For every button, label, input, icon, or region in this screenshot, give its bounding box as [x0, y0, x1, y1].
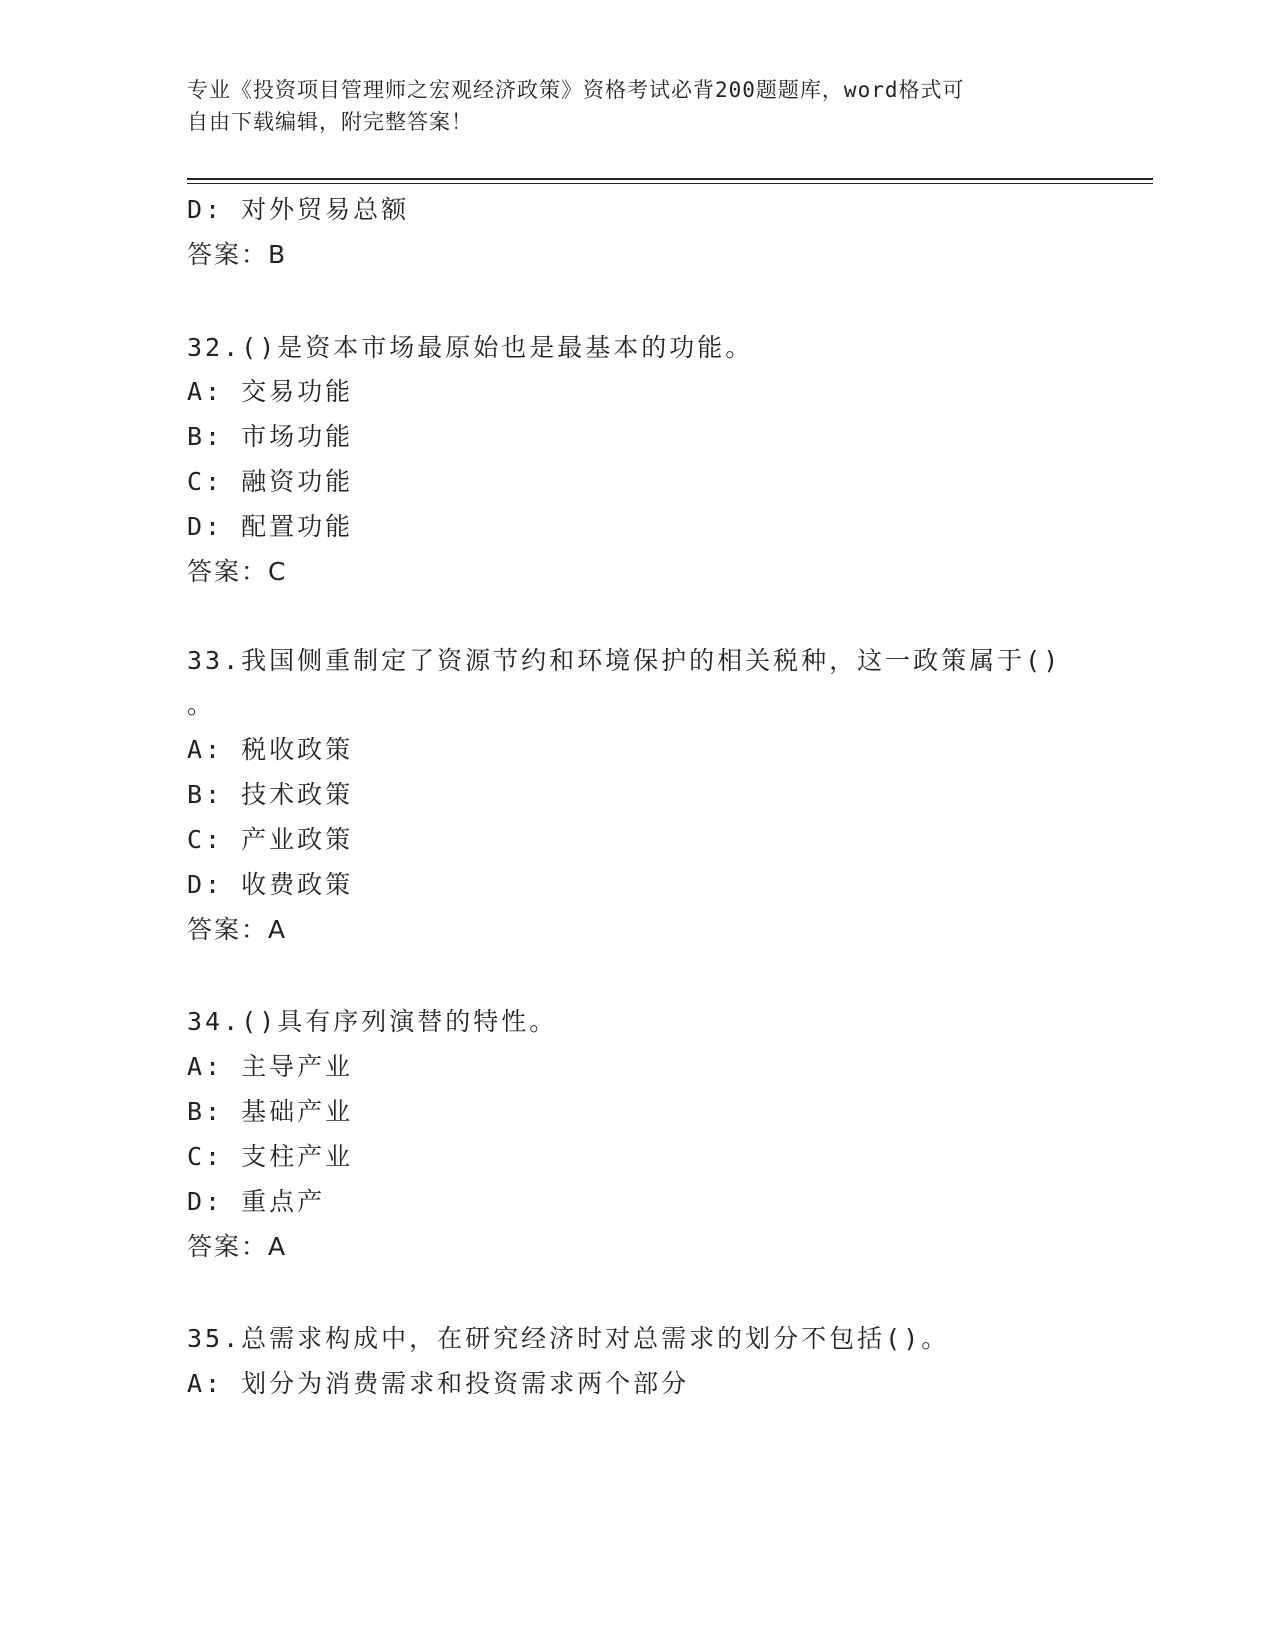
q32-option-a: A: 交易功能 — [187, 377, 354, 406]
q33-stem-continuation: 。 — [187, 690, 216, 719]
q33-option-c: C: 产业政策 — [187, 825, 354, 854]
q34-option-b: B: 基础产业 — [187, 1097, 354, 1126]
q35-stem: 35.总需求构成中，在研究经济时对总需求的划分不包括()。 — [187, 1324, 950, 1353]
document-header — [187, 74, 1087, 138]
q35-option-a: A: 划分为消费需求和投资需求两个部分 — [187, 1369, 690, 1398]
q33-option-a: A: 税收政策 — [187, 735, 354, 764]
q33-option-d: D: 收费政策 — [187, 870, 354, 899]
q32-stem: 32.()是资本市场最原始也是最基本的功能。 — [187, 333, 754, 362]
q32-answer: 答案：C — [187, 557, 288, 586]
q34-option-a: A: 主导产业 — [187, 1052, 354, 1081]
q34-stem: 34.()具有序列演替的特性。 — [187, 1007, 558, 1036]
q33-answer: 答案：A — [187, 915, 288, 944]
q33-stem: 33.我国侧重制定了资源节约和环境保护的相关税种，这一政策属于() — [187, 646, 1062, 675]
q31-option-d: D: 对外贸易总额 — [187, 195, 410, 224]
q34-option-d: D: 重点产 — [187, 1187, 326, 1216]
q32-option-c: C: 融资功能 — [187, 467, 354, 496]
q32-option-b: B: 市场功能 — [187, 422, 354, 451]
q32-option-d: D: 配置功能 — [187, 512, 354, 541]
q31-answer: 答案：B — [187, 240, 288, 269]
header-divider — [187, 178, 1153, 184]
q34-option-c: C: 支柱产业 — [187, 1142, 354, 1171]
header-line-2: 自由下载编辑，附完整答案！ — [187, 110, 473, 134]
q33-option-b: B: 技术政策 — [187, 780, 354, 809]
q34-answer: 答案：A — [187, 1232, 288, 1261]
header-line-1: 专业《投资项目管理师之宏观经济政策》资格考试必背200题题库，word格式可 — [187, 78, 965, 102]
